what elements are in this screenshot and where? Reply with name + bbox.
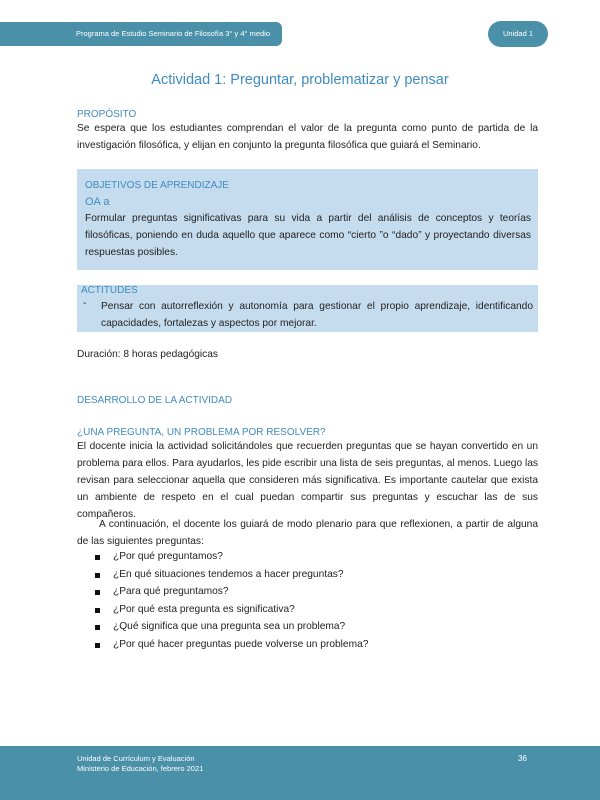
- square-bullet-icon: [95, 573, 100, 578]
- objective-code: OA a: [85, 196, 110, 208]
- purpose-heading: PROPÓSITO: [77, 109, 137, 120]
- attitude-dash: -: [83, 298, 87, 309]
- purpose-text: Se espera que los estudiantes comprendan el valor de la pregunta como punto de partida de la investigación filosófica, y elijan en conjunto la pregunta filosófica que guiará el Seminario.: [77, 123, 538, 151]
- square-bullet-icon: [95, 625, 100, 630]
- program-title: Programa de Estudio Seminario de Filosofía 3° y 4° medio: [76, 29, 271, 38]
- attitudes-heading: ACTITUDES: [81, 285, 138, 296]
- list-item: ¿Por qué esta pregunta es significativa?: [95, 601, 368, 619]
- square-bullet-icon: [95, 643, 100, 648]
- list-item: ¿Por qué preguntamos?: [95, 548, 368, 566]
- footer-ministry: Ministerio de Educación, febrero 2021: [77, 764, 204, 773]
- objectives-heading: OBJETIVOS DE APRENDIZAJE: [85, 180, 229, 191]
- list-item: ¿Para qué preguntamos?: [95, 583, 368, 601]
- list-item: ¿En qué situaciones tendemos a hacer preguntas?: [95, 566, 368, 584]
- development-subheading: ¿UNA PREGUNTA, UN PROBLEMA POR RESOLVER?: [77, 427, 326, 438]
- list-item: ¿Qué significa que una pregunta sea un problema?: [95, 618, 368, 636]
- page-number: 36: [518, 754, 527, 763]
- activity-title: Actividad 1: Preguntar, problematizar y pensar: [151, 72, 449, 88]
- square-bullet-icon: [95, 555, 100, 560]
- unit-badge: Unidad 1: [488, 21, 548, 47]
- duration-text: Duración: 8 horas pedagógicas: [77, 349, 219, 360]
- header-band: [0, 22, 282, 46]
- footer-unit: Unidad de Currículum y Evaluación: [77, 754, 195, 763]
- page-footer: [0, 746, 600, 800]
- development-paragraph-1: El docente inicia la actividad solicitándoles que recuerden preguntas que se hayan convertido en un problema para ellos. Para ayudarlos, les pide escribir una lista de seis preguntas, al menos. Luego las revisan para seleccionar aquella que consideren más significativa. Es importante cautelar que exista un ambiente de respeto en el cual puedan compartir sus preguntas y escuchar las de sus compañeros.: [77, 441, 538, 520]
- development-heading: DESARROLLO DE LA ACTIVIDAD: [77, 395, 233, 406]
- square-bullet-icon: [95, 608, 100, 613]
- objectives-box: [77, 169, 538, 270]
- questions-list: [95, 548, 368, 653]
- objective-text: Formular preguntas significativas para su vida a partir del análisis de conceptos y teorías filosóficas, poniendo en duda aquello que aparece como “cierto ”o “dado” y proyectando diversas respuestas posibles.: [85, 213, 531, 258]
- attitude-text: Pensar con autorreflexión y autonomía para gestionar el propio aprendizaje, identificando capacidades, fortalezas y aspectos por mejorar.: [101, 301, 533, 329]
- development-paragraph-2: A continuación, el docente los guiará de modo plenario para que reflexionen, a partir de alguna de las siguientes preguntas:: [77, 519, 538, 547]
- square-bullet-icon: [95, 590, 100, 595]
- list-item: ¿Por qué hacer preguntas puede volverse un problema?: [95, 636, 368, 654]
- attitudes-box: [77, 285, 538, 332]
